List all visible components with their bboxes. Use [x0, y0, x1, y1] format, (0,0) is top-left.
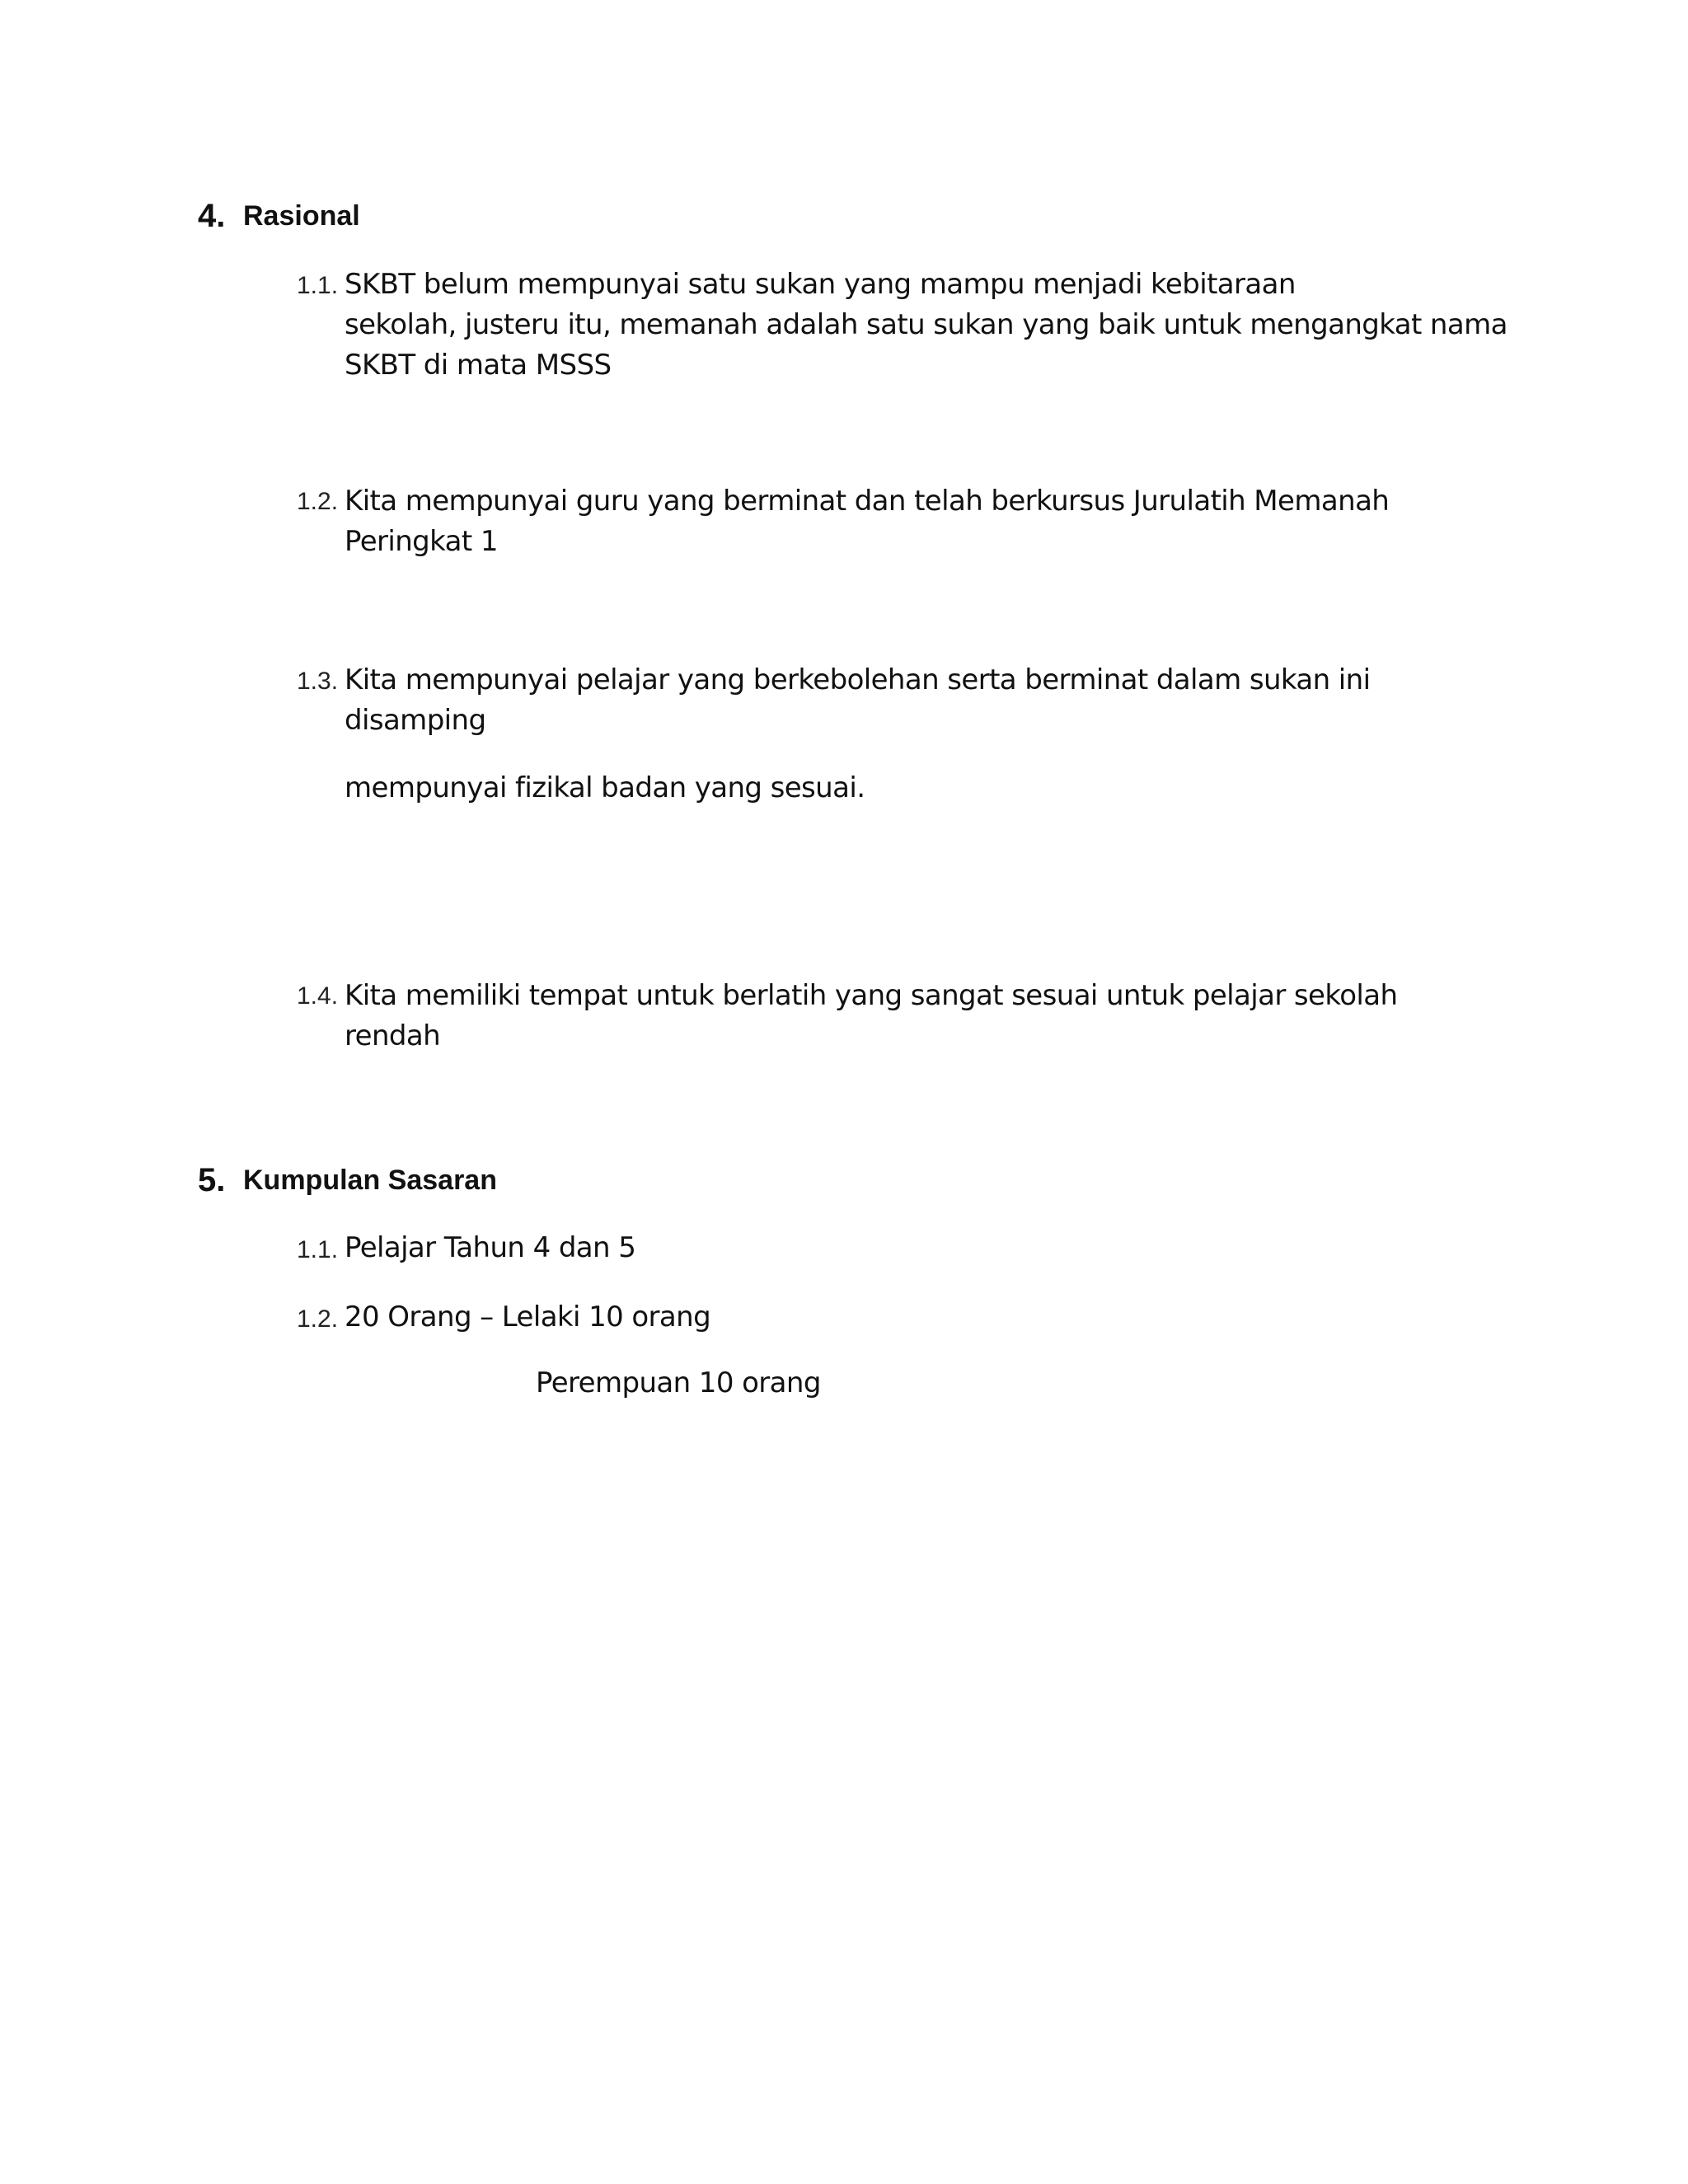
item-text-line: Kita mempunyai guru yang berminat dan telah berkursus Jurulatih Memanah [345, 485, 1390, 518]
item-number: 1.1. [297, 1236, 339, 1263]
item-text-line: Peringkat 1 [345, 525, 498, 558]
section-5-number: 5. [198, 1162, 226, 1198]
item-text-line: SKBT belum mempunyai satu sukan yang mampu menjadi kebitaraan [345, 268, 1296, 301]
section-4-number: 4. [198, 198, 226, 234]
section-4-title: Rasional [243, 200, 360, 232]
item-text-line: Perempuan 10 orang [536, 1366, 821, 1399]
item-text-line: Pelajar Tahun 4 dan 5 [345, 1231, 636, 1264]
item-number: 1.1. [297, 272, 339, 299]
item-text-line: Kita memiliki tempat untuk berlatih yang sangat sesuai untuk pelajar sekolah [345, 979, 1398, 1012]
item-text-line: sekolah, justeru itu, memanah adalah satu sukan yang baik untuk mengangkat nama [345, 308, 1507, 341]
item-text-line: 20 Orang – Lelaki 10 orang [345, 1301, 711, 1333]
item-text-line: disamping [345, 704, 486, 737]
item-text-line: mempunyai fizikal badan yang sesuai. [345, 771, 865, 804]
item-number: 1.2. [297, 488, 339, 515]
section-5-title: Kumpulan Sasaran [243, 1165, 497, 1196]
item-text-line: Kita mempunyai pelajar yang berkebolehan serta berminat dalam sukan ini [345, 663, 1371, 696]
item-text-line: rendah [345, 1019, 441, 1052]
item-number: 1.3. [297, 668, 339, 695]
item-text-line: SKBT di mata MSSS [345, 349, 612, 382]
item-number: 1.2. [297, 1305, 339, 1333]
item-number: 1.4. [297, 982, 339, 1010]
